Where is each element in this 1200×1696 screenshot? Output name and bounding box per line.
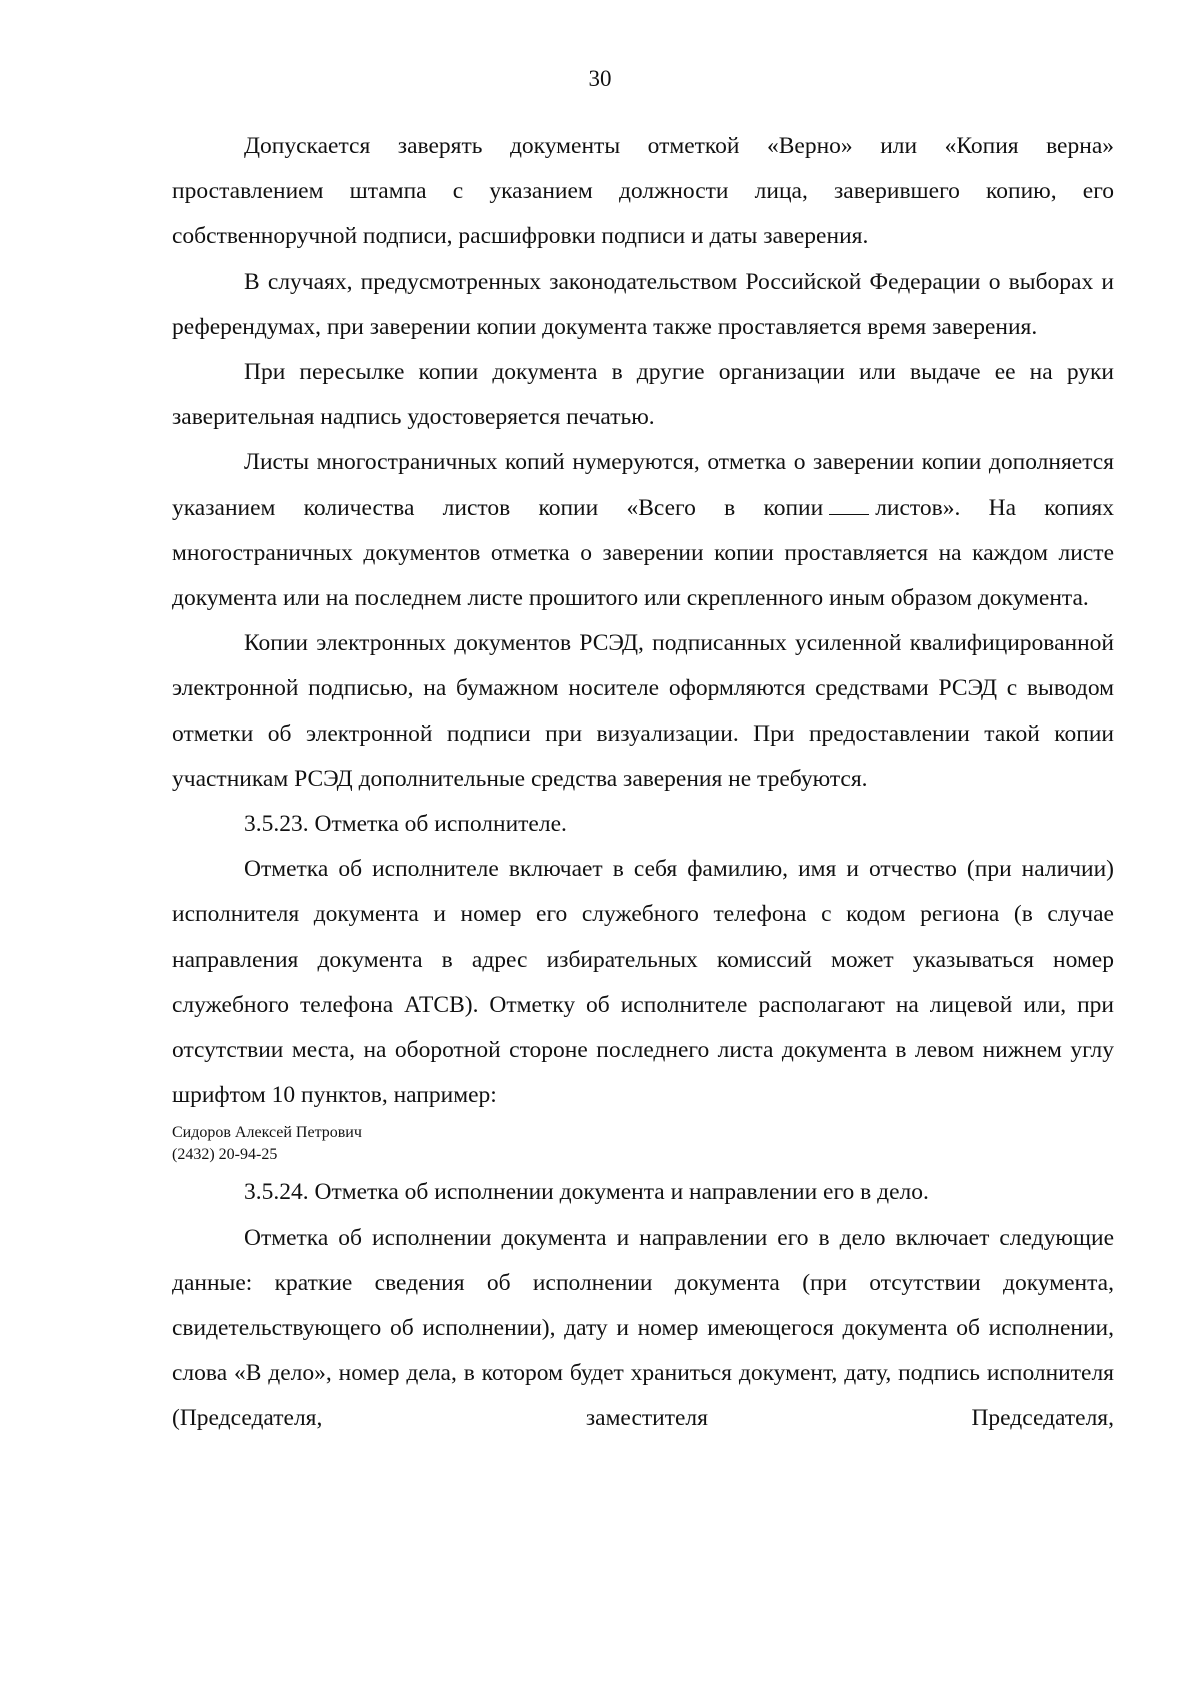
example-name: Сидоров Алексей Петрович bbox=[172, 1124, 362, 1142]
paragraph-certification-marks: Допускается заверять документы отметкой «Верно» или «Копия верна» проставлением штампа с указанием должности лица, заверившего копию, его собственноручной подписи, расшифровки подписи и даты заверения. bbox=[172, 133, 1114, 250]
paragraph-execution-mark: Отметка об исполнении документа и направлении его в дело включает следующие данные: краткие сведения об исполнении документа (при отсутствии документа, свидетельствующего об исполнении), дату и номер имеющегося документа об исполнении, слова «В дело», номер дела, в котором будет храниться документ, дату, подпись исполнителя (Председателя, заместителя Председателя, bbox=[172, 1224, 1114, 1432]
multipage-text-start: Листы многостраничных копий нумеруются, отметка о заверении копии дополняется указанием количества листов копии «Всего в копии bbox=[172, 449, 1114, 521]
blank-line bbox=[829, 496, 869, 515]
executor-example bbox=[172, 1122, 1114, 1166]
document-body bbox=[172, 124, 1114, 1442]
page-number: 30 bbox=[588, 66, 612, 91]
section-heading-3-5-24: 3.5.24. Отметка об исполнении документа и направлении его в дело. bbox=[244, 1179, 929, 1206]
paragraph-executor-mark: Отметка об исполнителе включает в себя фамилию, имя и отчество (при наличии) исполнителя документа и номер его служебного телефона с кодом региона (в случае направления документа в адрес избирательных комиссий может указываться номер служебного телефона АТСВ). Отметку об исполнителе располагают на лицевой или, при отсутствии места, на оборотной стороне последнего листа документа в левом нижнем углу шрифтом 10 пунктов, например: bbox=[172, 856, 1114, 1109]
paragraph-elections-referendums: В случаях, предусмотренных законодательством Российской Федерации о выборах и референдумах, при заверении копии документа также проставляется время заверения. bbox=[172, 268, 1114, 340]
multipage-text-end: листов». На копиях многостраничных документов отметка о заверении копии проставляется на каждом листе документа или на последнем листе прошитого или скрепленного иным образом документа. bbox=[172, 494, 1114, 612]
section-heading-3-5-23: 3.5.23. Отметка об исполнителе. bbox=[244, 811, 567, 838]
paragraph-forwarding-copy: При пересылке копии документа в другие организации или выдаче ее на руки заверительная надпись удостоверяется печатью. bbox=[172, 359, 1114, 431]
example-phone: (2432) 20-94-25 bbox=[172, 1146, 278, 1164]
paragraph-multipage-copies bbox=[172, 440, 1114, 621]
paragraph-electronic-copies: Копии электронных документов РСЭД, подписанных усиленной квалифицированной электронной подписью, на бумажном носителе оформляются средствами РСЭД с выводом отметки об электронной подписи при визуализации. При предоставлении такой копии участникам РСЭД дополнительные средства заверения не требуются. bbox=[172, 630, 1114, 792]
